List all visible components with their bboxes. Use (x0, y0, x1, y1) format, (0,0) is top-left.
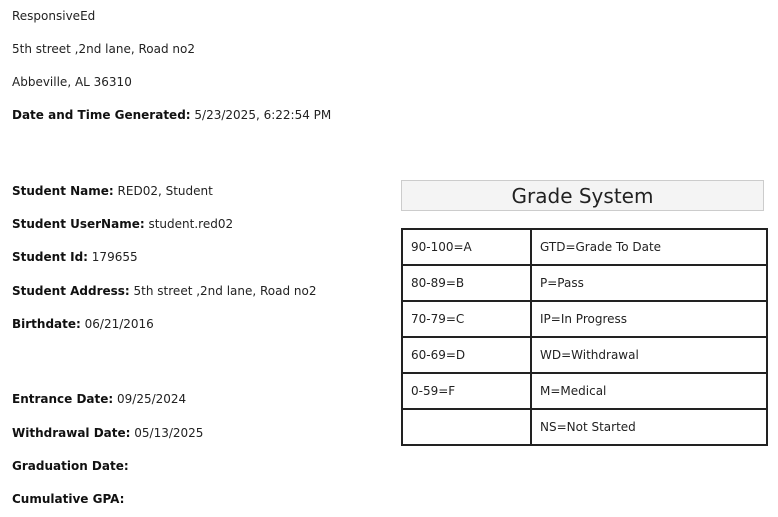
student-username-label: Student UserName: (12, 217, 145, 231)
generated-value: 5/23/2025, 6:22:54 PM (194, 108, 332, 122)
table-row (402, 373, 767, 409)
grade-scale-cell: 90-100=A (402, 229, 531, 265)
grade-scale-cell: 0-59=F (402, 373, 531, 409)
student-id (12, 249, 138, 265)
withdrawal-date-label: Withdrawal Date: (12, 426, 131, 440)
graduation-date-label: Graduation Date: (12, 459, 129, 473)
student-address-value: 5th street ,2nd lane, Road no2 (133, 284, 317, 298)
student-address-label: Student Address: (12, 284, 130, 298)
grade-scale-cell: 70-79=C (402, 301, 531, 337)
grade-code-cell: M=Medical (531, 373, 767, 409)
table-row (402, 265, 767, 301)
grade-system-table (401, 228, 768, 446)
student-birthdate (12, 316, 154, 332)
student-username-value: student.red02 (148, 217, 234, 231)
student-name (12, 183, 213, 199)
student-address (12, 283, 317, 299)
grade-scale-cell (402, 409, 531, 445)
cumulative-gpa (12, 491, 124, 507)
school-address-line2: Abbeville, AL 36310 (12, 75, 132, 89)
table-row (402, 337, 767, 373)
birthdate-label: Birthdate: (12, 317, 81, 331)
student-id-label: Student Id: (12, 250, 88, 264)
entrance-date (12, 391, 186, 407)
grade-code-cell: IP=In Progress (531, 301, 767, 337)
student-name-value: RED02, Student (117, 184, 213, 198)
student-username (12, 216, 233, 232)
cumulative-gpa-label: Cumulative GPA: (12, 492, 125, 506)
student-id-value: 179655 (91, 250, 138, 264)
graduation-date (12, 458, 129, 474)
grade-scale-cell: 60-69=D (402, 337, 531, 373)
generated-datetime (12, 107, 331, 123)
grade-system-title: Grade System (401, 180, 764, 211)
birthdate-value: 06/21/2016 (84, 317, 154, 331)
school-address-line1: 5th street ,2nd lane, Road no2 (12, 42, 195, 56)
grade-code-cell: GTD=Grade To Date (531, 229, 767, 265)
student-name-label: Student Name: (12, 184, 114, 198)
withdrawal-date-value: 05/13/2025 (134, 426, 204, 440)
school-name: ResponsiveEd (12, 9, 96, 23)
grade-code-cell: P=Pass (531, 265, 767, 301)
entrance-date-value: 09/25/2024 (117, 392, 187, 406)
grade-code-cell: NS=Not Started (531, 409, 767, 445)
table-row (402, 301, 767, 337)
entrance-date-label: Entrance Date: (12, 392, 114, 406)
table-row (402, 409, 767, 445)
grade-scale-cell: 80-89=B (402, 265, 531, 301)
withdrawal-date (12, 425, 203, 441)
grade-code-cell: WD=Withdrawal (531, 337, 767, 373)
table-row (402, 229, 767, 265)
generated-label: Date and Time Generated: (12, 108, 191, 122)
